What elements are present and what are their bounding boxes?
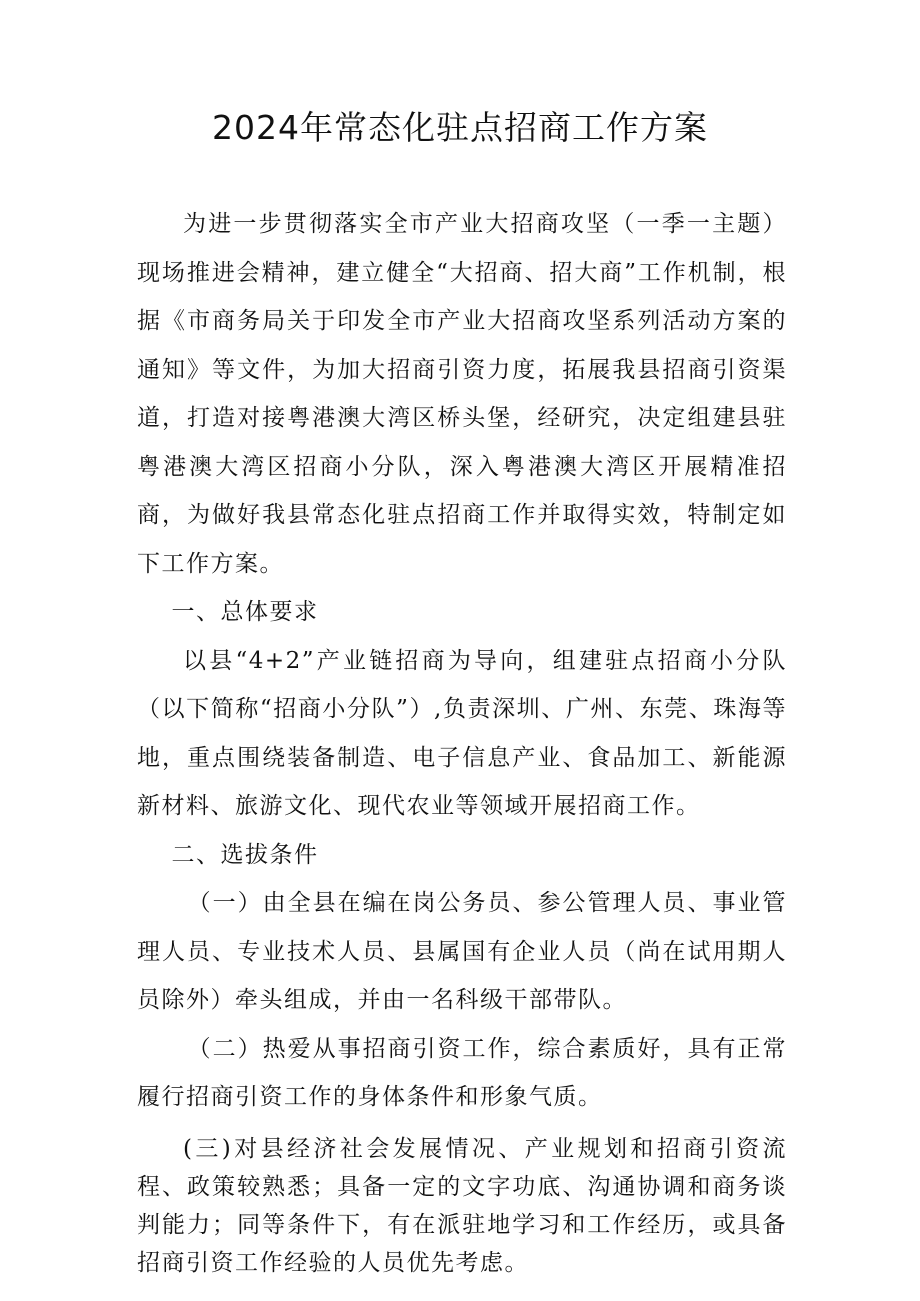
intro-paragraph: 为进一步贯彻落实全市产业大招商攻坚（一季一主题）现场推进会精神，建立健全“大招商、招大商”工作机制，根据《市商务局关于印发全市产业大招商攻坚系列活动方案的通知》等文件，为加大招商引资力度，拓展我县招商引资渠道，打造对接粤港澳大湾区桥头堡，经研究，决定组建县驻粤港澳大湾区招商小分队，深入粤港澳大湾区开展精准招商，为做好我县常态化驻点招商工作并取得实效，特制定如下工作方案。 [137, 211, 787, 577]
section-heading-selection-criteria: 二、选拔条件 [171, 841, 319, 868]
document-title: 2024年常态化驻点招商工作方案 [212, 108, 708, 147]
overall-requirements-paragraph: 以县“4+2”产业链招商为导向，组建驻点招商小分队（以下简称“招商小分队”）,负责深圳、广州、东莞、珠海等地，重点围绕装备制造、电子信息产业、食品加工、新能源新材料、旅游文化、现代农业等领域开展招商工作。 [137, 647, 787, 819]
criteria-item-2: （二）热爱从事招商引资工作，综合素质好，具有正常履行招商引资工作的身体条件和形象气质。 [137, 1035, 787, 1110]
section-heading-overall-requirements: 一、总体要求 [171, 599, 319, 625]
document-body [137, 200, 787, 1282]
criteria-item-1: （一）由全县在编在岗公务员、参公管理人员、事业管理人员、专业技术人员、县属国有企业人员（尚在试用期人员除外）牵头组成，并由一名科级干部带队。 [137, 890, 787, 1013]
criteria-item-3: (三)对县经济社会发展情况、产业规划和招商引资流程、政策较熟悉；具备一定的文字功底、沟通协调和商务谈判能力；同等条件下，有在派驻地学习和工作经历，或具备招商引资工作经验的人员优先考虑。 [137, 1135, 787, 1276]
